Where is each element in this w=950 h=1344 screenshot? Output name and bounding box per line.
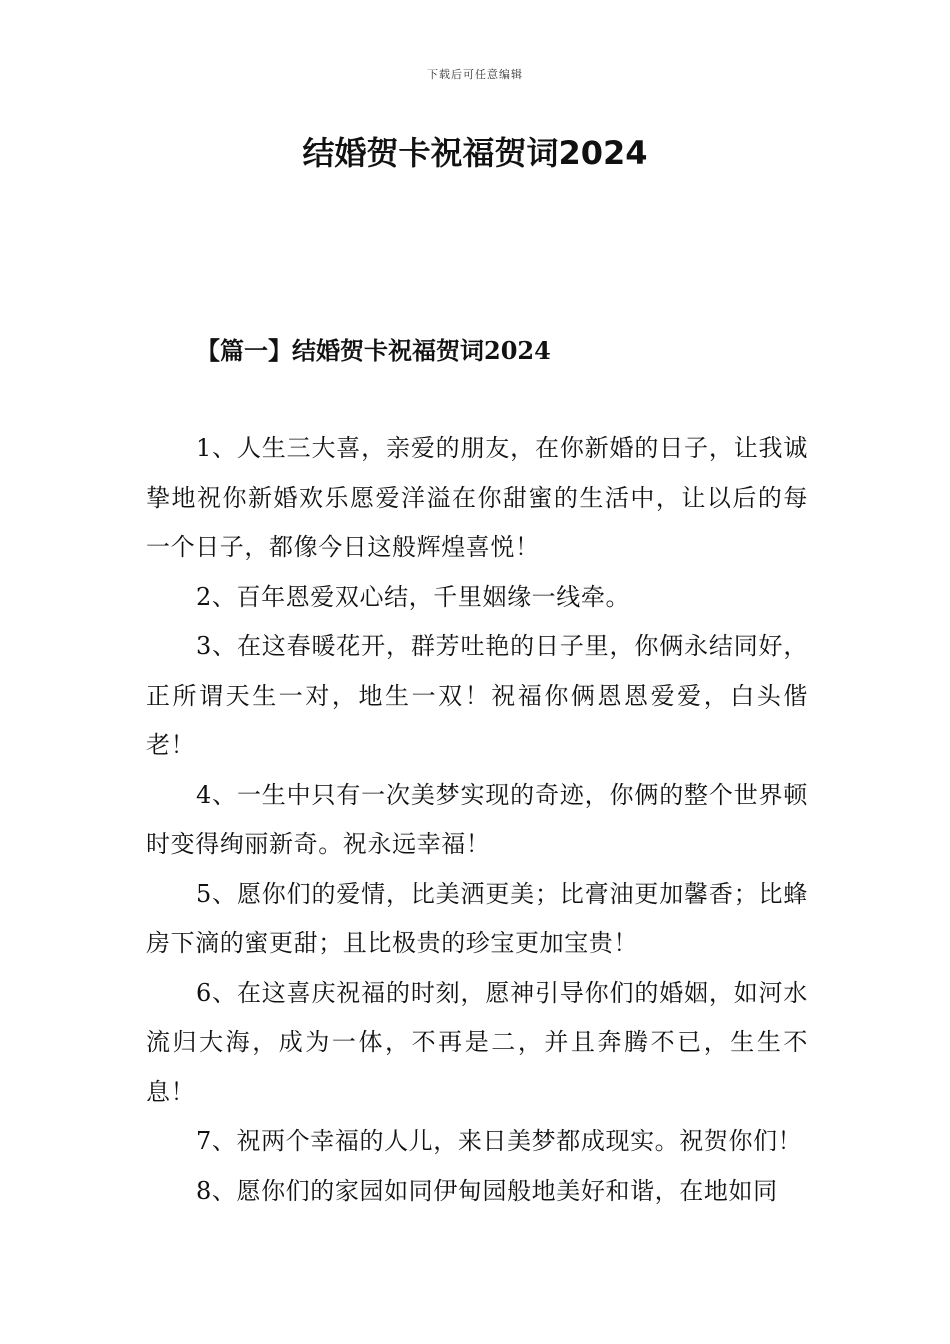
body-text [146,424,808,1216]
paragraph: 4、一生中只有一次美梦实现的奇迹，你俩的整个世界顿时变得绚丽新奇。祝永远幸福！ [146,780,808,858]
paragraph: 7、祝两个幸福的人儿，来日美梦都成现实。祝贺你们！ [196,1127,803,1155]
document-title: 结婚贺卡祝福贺词2024 [302,134,648,172]
paragraph: 1、人生三大喜，亲爱的朋友，在你新婚的日子，让我诚挚地祝你新婚欢乐愿爱洋溢在你甜蜜的生活中，让以后的每一个日子，都像今日这般辉煌喜悦！ [146,434,808,561]
paragraph: 6、在这喜庆祝福的时刻，愿神引导你们的婚姻，如河水流归大海，成为一体，不再是二，并且奔腾不已，生生不息！ [146,978,808,1106]
paragraph: 2、百年恩爱双心结，千里姻缘一线牵。 [196,582,631,611]
section-heading: 【篇一】结婚贺卡祝福贺词2024 [196,336,551,365]
paragraph: 8、愿你们的家园如同伊甸园般地美好和谐，在地如同 [196,1176,778,1205]
paragraph: 5、愿你们的爱情，比美洒更美；比膏油更加馨香；比蜂房下滴的蜜更甜；且比极贵的珍宝更加宝贵！ [146,879,808,957]
paragraph: 3、在这春暖花开，群芳吐艳的日子里，你俩永结同好，正所谓天生一对，地生一双！祝福你俩恩恩爱爱，白头偕老！ [146,632,808,759]
header-note: 下载后可任意编辑 [427,68,523,81]
